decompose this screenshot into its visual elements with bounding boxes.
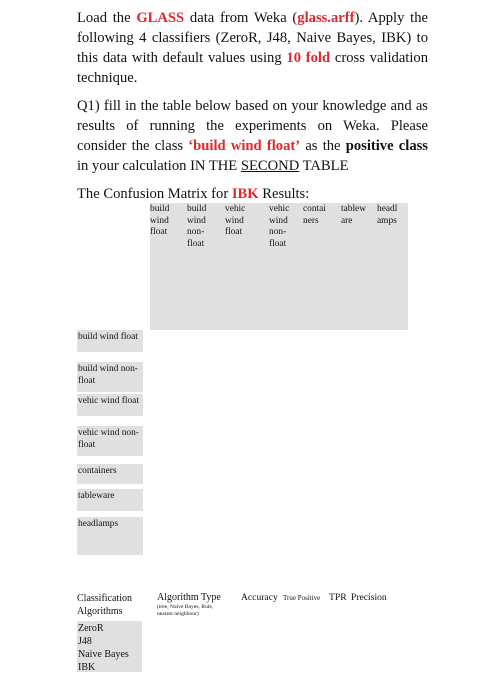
intro-text: data from Weka ( <box>184 10 298 26</box>
column-header-line: float <box>225 227 243 237</box>
dataset-name: GLASS <box>136 10 185 26</box>
column-header-line: float <box>150 227 168 237</box>
matrix-row-header <box>77 394 143 416</box>
title-classifier: IBK <box>231 186 259 202</box>
header-line: Algorithms <box>77 606 123 617</box>
matrix-column-header <box>187 204 206 250</box>
header-classification <box>77 592 132 618</box>
column-header-line: build <box>150 204 170 214</box>
algorithm-name: J48 <box>78 636 92 647</box>
instructions-paragraph <box>77 8 428 88</box>
column-header-line: headl <box>377 204 398 214</box>
algorithm-name: Naive Bayes <box>78 649 129 660</box>
column-header-line: non- <box>269 227 287 237</box>
column-header-line: are <box>341 215 353 226</box>
matrix-column-header <box>377 204 397 227</box>
positive-class-label: positive class <box>345 138 428 154</box>
algorithm-names-column <box>77 621 142 672</box>
row-header-line: headlamps <box>78 519 119 529</box>
matrix-column-header <box>150 204 169 239</box>
row-header-line: vehic wind non- <box>78 428 139 438</box>
matrix-row-header <box>77 426 143 456</box>
column-header-line: wind <box>150 215 169 226</box>
fold-count: 10 fold <box>286 50 331 66</box>
column-header-line: build <box>187 204 207 214</box>
matrix-row-header <box>77 464 143 484</box>
matrix-row-header <box>77 489 143 511</box>
column-header-line: wind <box>269 215 288 226</box>
column-header-line: ners <box>303 215 319 226</box>
row-header-line: tableware <box>78 491 115 501</box>
matrix-column-header <box>269 204 289 250</box>
dataset-file: glass.arff <box>297 10 355 26</box>
second-word: SECOND <box>240 158 300 174</box>
matrix-column-header <box>303 204 326 227</box>
row-header-line: float <box>78 439 96 450</box>
column-header-line: vehic <box>225 204 246 214</box>
column-header-line: wind <box>225 215 244 226</box>
title-text: Results: <box>258 186 310 202</box>
row-header-line: float <box>78 375 96 386</box>
intro-text: cross validation technique. <box>77 50 429 86</box>
header-algorithm-type <box>157 592 221 618</box>
question-text: TABLE <box>299 158 349 174</box>
header-true-positive: True Positive <box>283 594 321 602</box>
column-header-line: wind <box>187 215 206 226</box>
header-tpr: TPR <box>329 592 347 603</box>
column-header-line: contai <box>303 204 326 214</box>
row-header-line: build wind float <box>78 332 138 342</box>
title-text: The Confusion Matrix for <box>77 186 232 202</box>
row-header-line: vehic wind float <box>78 396 139 406</box>
row-header-line: containers <box>78 466 117 476</box>
intro-text: Load the <box>77 10 137 26</box>
header-line: Classification <box>77 593 132 604</box>
matrix-row-header <box>77 330 143 352</box>
header-note: (tree, Naive Bayes, Rule, <box>157 604 214 610</box>
matrix-column-header <box>225 204 245 239</box>
column-header-line: non- <box>187 227 205 237</box>
header-precision: Precision <box>351 592 387 603</box>
confusion-matrix-column-headers <box>150 203 408 330</box>
column-header-line: vehic <box>269 204 290 214</box>
positive-class-name: ‘build wind float’ <box>188 138 301 154</box>
question-1 <box>77 96 428 176</box>
algorithm-name: IBK <box>78 662 96 673</box>
column-header-line: float <box>269 238 287 249</box>
question-text: Q1) fill in the table below based on your knowledge and as results of running the experiments on Weka. Please consider the class <box>77 98 428 154</box>
column-header-line: float <box>187 238 205 249</box>
column-header-line: tablew <box>341 204 366 214</box>
question-text: in your calculation IN THE <box>77 158 241 174</box>
matrix-row-header <box>77 517 143 555</box>
header-accuracy: Accuracy <box>241 592 278 603</box>
algorithm-name: ZeroR <box>78 623 104 634</box>
matrix-column-header <box>341 204 366 227</box>
column-header-line: amps <box>377 215 397 226</box>
header-note: nearest neighbour) <box>157 611 199 617</box>
row-header-line: build wind non- <box>78 364 138 374</box>
matrix-row-header <box>77 362 143 392</box>
intro-text: ). Apply the following 4 classifiers (ZeroR, J48, Naive Bayes, IBK) to this data with default values using <box>77 10 428 66</box>
question-text: as the <box>300 138 346 154</box>
confusion-matrix-title <box>77 186 309 203</box>
header-line: Algorithm Type <box>157 592 221 603</box>
